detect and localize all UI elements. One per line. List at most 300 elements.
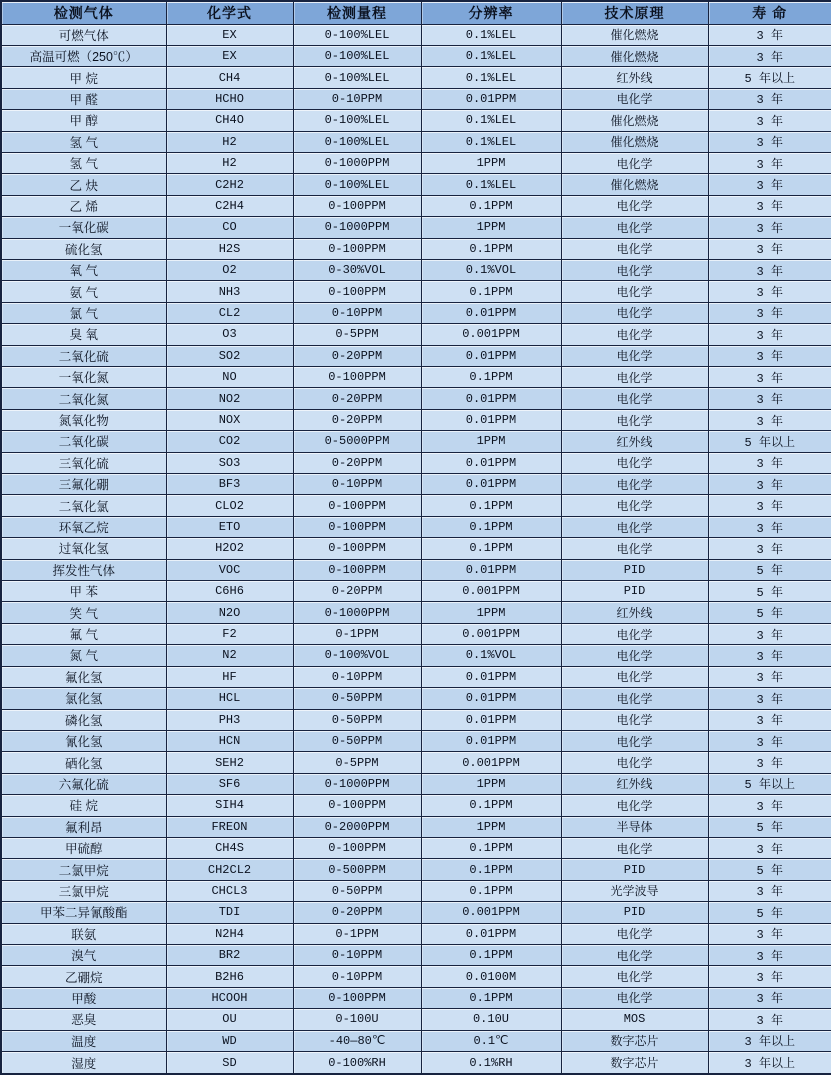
cell-resolution: 0.01PPM <box>421 474 561 495</box>
cell-gas-name: 二氧化碳 <box>1 431 166 452</box>
cell-gas-name: 乙 炔 <box>1 174 166 195</box>
cell-gas-name: 三氧化硫 <box>1 452 166 473</box>
cell-range: 0-10PPM <box>293 88 421 109</box>
cell-formula: CH4O <box>166 110 293 131</box>
cell-principle: 电化学 <box>561 645 708 666</box>
cell-resolution: 0.01PPM <box>421 302 561 323</box>
cell-principle: 电化学 <box>561 367 708 388</box>
cell-lifespan: 5 年 <box>708 816 831 837</box>
cell-range: 0-20PPM <box>293 345 421 366</box>
table-row <box>1 773 831 794</box>
table-row <box>1 88 831 109</box>
cell-range: 0-1000PPM <box>293 217 421 238</box>
cell-range: 0-20PPM <box>293 581 421 602</box>
cell-gas-name: 恶臭 <box>1 1009 166 1030</box>
cell-principle: 电化学 <box>561 88 708 109</box>
cell-gas-name: 臭 氧 <box>1 324 166 345</box>
cell-principle: 电化学 <box>561 966 708 987</box>
cell-resolution: 0.01PPM <box>421 923 561 944</box>
cell-range: 0-100%LEL <box>293 174 421 195</box>
cell-formula: EX <box>166 24 293 45</box>
cell-formula: SO2 <box>166 345 293 366</box>
column-header-lifespan: 寿 命 <box>708 1 831 24</box>
table-row <box>1 281 831 302</box>
cell-gas-name: 一氧化碳 <box>1 217 166 238</box>
cell-principle: 电化学 <box>561 388 708 409</box>
cell-formula: O3 <box>166 324 293 345</box>
cell-principle: 催化燃烧 <box>561 45 708 66</box>
cell-resolution: 0.1%VOL <box>421 259 561 280</box>
cell-gas-name: 氰化氢 <box>1 730 166 751</box>
cell-resolution: 0.1PPM <box>421 880 561 901</box>
cell-range: 0-5PPM <box>293 752 421 773</box>
cell-principle: 电化学 <box>561 623 708 644</box>
cell-lifespan: 5 年以上 <box>708 773 831 794</box>
cell-formula: CHCL3 <box>166 880 293 901</box>
cell-gas-name: 笑 气 <box>1 602 166 623</box>
cell-formula: B2H6 <box>166 966 293 987</box>
cell-lifespan: 3 年以上 <box>708 1030 831 1051</box>
cell-gas-name: 溴气 <box>1 944 166 965</box>
cell-principle: 电化学 <box>561 217 708 238</box>
cell-principle: 红外线 <box>561 602 708 623</box>
cell-gas-name: 过氧化氢 <box>1 538 166 559</box>
table-row <box>1 409 831 430</box>
column-header-principle: 技术原理 <box>561 1 708 24</box>
cell-resolution: 0.1%RH <box>421 1052 561 1075</box>
table-row <box>1 987 831 1008</box>
cell-lifespan: 3 年 <box>708 45 831 66</box>
cell-formula: CO <box>166 217 293 238</box>
cell-resolution: 0.1%LEL <box>421 174 561 195</box>
cell-principle: 红外线 <box>561 773 708 794</box>
cell-range: 0-5PPM <box>293 324 421 345</box>
cell-formula: HCHO <box>166 88 293 109</box>
cell-range: 0-10PPM <box>293 666 421 687</box>
cell-formula: OU <box>166 1009 293 1030</box>
cell-principle: 半导体 <box>561 816 708 837</box>
cell-principle: 电化学 <box>561 944 708 965</box>
cell-principle: 红外线 <box>561 67 708 88</box>
cell-gas-name: 甲 醛 <box>1 88 166 109</box>
cell-principle: PID <box>561 559 708 580</box>
table-row <box>1 259 831 280</box>
cell-range: 0-100PPM <box>293 837 421 858</box>
cell-lifespan: 3 年 <box>708 987 831 1008</box>
cell-principle: 电化学 <box>561 752 708 773</box>
cell-gas-name: 挥发性气体 <box>1 559 166 580</box>
cell-lifespan: 3 年 <box>708 1009 831 1030</box>
cell-principle: 催化燃烧 <box>561 24 708 45</box>
cell-principle: 电化学 <box>561 688 708 709</box>
cell-gas-name: 甲 醇 <box>1 110 166 131</box>
cell-principle: 电化学 <box>561 302 708 323</box>
cell-gas-name: 硫化氢 <box>1 238 166 259</box>
cell-resolution: 0.1PPM <box>421 238 561 259</box>
table-row <box>1 388 831 409</box>
table-row <box>1 602 831 623</box>
cell-resolution: 0.1PPM <box>421 538 561 559</box>
cell-principle: 电化学 <box>561 474 708 495</box>
table-row <box>1 666 831 687</box>
cell-formula: CLO2 <box>166 495 293 516</box>
cell-formula: CO2 <box>166 431 293 452</box>
cell-gas-name: 硒化氢 <box>1 752 166 773</box>
cell-principle: 催化燃烧 <box>561 131 708 152</box>
table-row <box>1 966 831 987</box>
cell-lifespan: 5 年 <box>708 559 831 580</box>
cell-gas-name: 氨 气 <box>1 281 166 302</box>
table-row <box>1 302 831 323</box>
table-row <box>1 324 831 345</box>
cell-principle: PID <box>561 859 708 880</box>
cell-lifespan: 3 年 <box>708 345 831 366</box>
cell-lifespan: 3 年 <box>708 538 831 559</box>
cell-lifespan: 3 年 <box>708 174 831 195</box>
cell-lifespan: 3 年 <box>708 324 831 345</box>
cell-formula: N2O <box>166 602 293 623</box>
cell-resolution: 1PPM <box>421 431 561 452</box>
cell-range: 0-50PPM <box>293 709 421 730</box>
cell-gas-name: 联氨 <box>1 923 166 944</box>
cell-formula: TDI <box>166 902 293 923</box>
cell-formula: C2H4 <box>166 195 293 216</box>
table-row <box>1 859 831 880</box>
cell-principle: 数字芯片 <box>561 1030 708 1051</box>
cell-lifespan: 3 年 <box>708 110 831 131</box>
cell-resolution: 0.1PPM <box>421 367 561 388</box>
table-row <box>1 752 831 773</box>
cell-resolution: 0.1%LEL <box>421 131 561 152</box>
cell-resolution: 1PPM <box>421 773 561 794</box>
cell-gas-name: 乙 烯 <box>1 195 166 216</box>
cell-principle: 催化燃烧 <box>561 110 708 131</box>
cell-resolution: 0.001PPM <box>421 581 561 602</box>
cell-resolution: 0.01PPM <box>421 666 561 687</box>
cell-lifespan: 3 年 <box>708 666 831 687</box>
table-row <box>1 1052 831 1075</box>
cell-gas-name: 三氯甲烷 <box>1 880 166 901</box>
cell-range: 0-100%LEL <box>293 45 421 66</box>
table-row <box>1 45 831 66</box>
cell-formula: SO3 <box>166 452 293 473</box>
cell-principle: 电化学 <box>561 409 708 430</box>
cell-lifespan: 5 年 <box>708 902 831 923</box>
cell-resolution: 0.1PPM <box>421 944 561 965</box>
cell-range: 0-100PPM <box>293 987 421 1008</box>
cell-resolution: 0.001PPM <box>421 324 561 345</box>
cell-resolution: 0.1PPM <box>421 987 561 1008</box>
cell-gas-name: 温度 <box>1 1030 166 1051</box>
cell-range: 0-100PPM <box>293 238 421 259</box>
cell-gas-name: 二氧化氮 <box>1 388 166 409</box>
cell-gas-name: 氟 气 <box>1 623 166 644</box>
table-row <box>1 238 831 259</box>
cell-range: 0-1000PPM <box>293 773 421 794</box>
table-row <box>1 452 831 473</box>
table-row <box>1 880 831 901</box>
cell-principle: 电化学 <box>561 259 708 280</box>
cell-gas-name: 氟利昂 <box>1 816 166 837</box>
cell-principle: MOS <box>561 1009 708 1030</box>
cell-formula: CH4 <box>166 67 293 88</box>
cell-formula: SD <box>166 1052 293 1075</box>
cell-gas-name: 甲酸 <box>1 987 166 1008</box>
cell-range: 0-20PPM <box>293 452 421 473</box>
table-row <box>1 217 831 238</box>
table-row <box>1 688 831 709</box>
cell-range: 0-30%VOL <box>293 259 421 280</box>
cell-principle: 红外线 <box>561 431 708 452</box>
cell-range: 0-100PPM <box>293 281 421 302</box>
cell-resolution: 1PPM <box>421 816 561 837</box>
cell-principle: 电化学 <box>561 495 708 516</box>
table-header <box>1 1 831 24</box>
cell-resolution: 0.01PPM <box>421 559 561 580</box>
cell-lifespan: 3 年 <box>708 966 831 987</box>
cell-range: 0-100%VOL <box>293 645 421 666</box>
cell-lifespan: 5 年以上 <box>708 431 831 452</box>
cell-resolution: 1PPM <box>421 152 561 173</box>
cell-lifespan: 3 年 <box>708 837 831 858</box>
table-row <box>1 623 831 644</box>
cell-gas-name: 二氧化硫 <box>1 345 166 366</box>
cell-range: -40—80℃ <box>293 1030 421 1051</box>
cell-formula: BR2 <box>166 944 293 965</box>
column-header-formula: 化学式 <box>166 1 293 24</box>
cell-formula: NOX <box>166 409 293 430</box>
header-row <box>1 1 831 24</box>
cell-range: 0-50PPM <box>293 880 421 901</box>
cell-principle: 电化学 <box>561 324 708 345</box>
cell-range: 0-10PPM <box>293 302 421 323</box>
cell-resolution: 0.01PPM <box>421 345 561 366</box>
cell-range: 0-10PPM <box>293 966 421 987</box>
cell-principle: 电化学 <box>561 795 708 816</box>
cell-gas-name: 甲 苯 <box>1 581 166 602</box>
cell-formula: ETO <box>166 516 293 537</box>
cell-range: 0-10PPM <box>293 474 421 495</box>
table-row <box>1 581 831 602</box>
cell-range: 0-100U <box>293 1009 421 1030</box>
cell-formula: HCOOH <box>166 987 293 1008</box>
table-row <box>1 516 831 537</box>
cell-range: 0-2000PPM <box>293 816 421 837</box>
cell-formula: H2 <box>166 152 293 173</box>
table-row <box>1 559 831 580</box>
table-row <box>1 131 831 152</box>
cell-range: 0-1000PPM <box>293 152 421 173</box>
cell-formula: H2S <box>166 238 293 259</box>
cell-principle: 电化学 <box>561 987 708 1008</box>
cell-formula: HCL <box>166 688 293 709</box>
cell-formula: SEH2 <box>166 752 293 773</box>
cell-range: 0-5000PPM <box>293 431 421 452</box>
cell-resolution: 0.1PPM <box>421 837 561 858</box>
cell-lifespan: 3 年 <box>708 131 831 152</box>
cell-principle: 催化燃烧 <box>561 174 708 195</box>
cell-gas-name: 氟化氢 <box>1 666 166 687</box>
cell-formula: PH3 <box>166 709 293 730</box>
cell-resolution: 1PPM <box>421 602 561 623</box>
cell-range: 0-1000PPM <box>293 602 421 623</box>
column-header-gas: 检测气体 <box>1 1 166 24</box>
cell-lifespan: 3 年 <box>708 388 831 409</box>
cell-lifespan: 3 年 <box>708 944 831 965</box>
table-row <box>1 431 831 452</box>
cell-resolution: 0.01PPM <box>421 388 561 409</box>
cell-resolution: 0.1%LEL <box>421 67 561 88</box>
table-row <box>1 1030 831 1051</box>
cell-principle: 电化学 <box>561 730 708 751</box>
cell-formula: SIH4 <box>166 795 293 816</box>
cell-gas-name: 六氟化硫 <box>1 773 166 794</box>
cell-lifespan: 3 年 <box>708 709 831 730</box>
cell-lifespan: 3 年 <box>708 238 831 259</box>
cell-formula: NO2 <box>166 388 293 409</box>
table-row <box>1 67 831 88</box>
table-row <box>1 24 831 45</box>
cell-formula: N2H4 <box>166 923 293 944</box>
cell-formula: HF <box>166 666 293 687</box>
cell-formula: H2O2 <box>166 538 293 559</box>
cell-range: 0-100PPM <box>293 795 421 816</box>
cell-range: 0-100%LEL <box>293 67 421 88</box>
cell-gas-name: 氧 气 <box>1 259 166 280</box>
cell-lifespan: 3 年 <box>708 495 831 516</box>
cell-lifespan: 3 年 <box>708 688 831 709</box>
cell-resolution: 0.1PPM <box>421 281 561 302</box>
cell-resolution: 0.1%LEL <box>421 110 561 131</box>
cell-lifespan: 3 年 <box>708 645 831 666</box>
cell-lifespan: 3 年 <box>708 24 831 45</box>
cell-range: 0-100PPM <box>293 495 421 516</box>
cell-gas-name: 氯化氢 <box>1 688 166 709</box>
table-row <box>1 837 831 858</box>
cell-resolution: 0.1%LEL <box>421 45 561 66</box>
cell-lifespan: 5 年 <box>708 602 831 623</box>
cell-range: 0-100PPM <box>293 538 421 559</box>
cell-gas-name: 甲 烷 <box>1 67 166 88</box>
cell-range: 0-100PPM <box>293 195 421 216</box>
cell-resolution: 0.001PPM <box>421 752 561 773</box>
cell-formula: C2H2 <box>166 174 293 195</box>
cell-resolution: 0.1PPM <box>421 195 561 216</box>
cell-resolution: 0.1℃ <box>421 1030 561 1051</box>
cell-range: 0-20PPM <box>293 388 421 409</box>
cell-formula: CH2CL2 <box>166 859 293 880</box>
cell-lifespan: 3 年 <box>708 281 831 302</box>
cell-principle: 电化学 <box>561 195 708 216</box>
cell-principle: 电化学 <box>561 152 708 173</box>
cell-formula: VOC <box>166 559 293 580</box>
column-header-range: 检测量程 <box>293 1 421 24</box>
table-row <box>1 538 831 559</box>
cell-resolution: 0.01PPM <box>421 688 561 709</box>
cell-gas-name: 氮 气 <box>1 645 166 666</box>
cell-lifespan: 3 年 <box>708 452 831 473</box>
cell-formula: SF6 <box>166 773 293 794</box>
table-row <box>1 645 831 666</box>
cell-gas-name: 湿度 <box>1 1052 166 1075</box>
cell-gas-name: 三氟化硼 <box>1 474 166 495</box>
cell-formula: BF3 <box>166 474 293 495</box>
cell-range: 0-500PPM <box>293 859 421 880</box>
cell-gas-name: 甲苯二异氰酸酯 <box>1 902 166 923</box>
cell-lifespan: 5 年 <box>708 859 831 880</box>
table-row <box>1 474 831 495</box>
table-row <box>1 1009 831 1030</box>
cell-formula: EX <box>166 45 293 66</box>
cell-lifespan: 3 年 <box>708 623 831 644</box>
cell-resolution: 0.1PPM <box>421 495 561 516</box>
cell-principle: PID <box>561 581 708 602</box>
cell-lifespan: 3 年 <box>708 752 831 773</box>
cell-range: 0-50PPM <box>293 688 421 709</box>
cell-principle: 电化学 <box>561 281 708 302</box>
cell-gas-name: 环氧乙烷 <box>1 516 166 537</box>
cell-gas-name: 磷化氢 <box>1 709 166 730</box>
cell-principle: 电化学 <box>561 345 708 366</box>
cell-principle: 电化学 <box>561 538 708 559</box>
cell-lifespan: 3 年 <box>708 217 831 238</box>
cell-lifespan: 3 年 <box>708 88 831 109</box>
table-row <box>1 174 831 195</box>
cell-gas-name: 氮氧化物 <box>1 409 166 430</box>
cell-principle: 电化学 <box>561 923 708 944</box>
cell-formula: CL2 <box>166 302 293 323</box>
cell-lifespan: 3 年 <box>708 152 831 173</box>
table-row <box>1 110 831 131</box>
cell-resolution: 0.01PPM <box>421 409 561 430</box>
cell-lifespan: 3 年 <box>708 795 831 816</box>
cell-range: 0-1PPM <box>293 623 421 644</box>
cell-lifespan: 3 年 <box>708 880 831 901</box>
cell-gas-name: 二氯甲烷 <box>1 859 166 880</box>
table-body <box>1 24 831 1074</box>
cell-gas-name: 一氧化氮 <box>1 367 166 388</box>
cell-resolution: 0.1PPM <box>421 795 561 816</box>
table-row <box>1 816 831 837</box>
cell-range: 0-1PPM <box>293 923 421 944</box>
cell-range: 0-10PPM <box>293 944 421 965</box>
cell-gas-name: 高温可燃（250℃） <box>1 45 166 66</box>
cell-formula: O2 <box>166 259 293 280</box>
cell-range: 0-100%RH <box>293 1052 421 1075</box>
cell-lifespan: 3 年 <box>708 923 831 944</box>
cell-formula: NH3 <box>166 281 293 302</box>
table-row <box>1 795 831 816</box>
cell-resolution: 0.01PPM <box>421 88 561 109</box>
cell-range: 0-20PPM <box>293 409 421 430</box>
cell-gas-name: 氯 气 <box>1 302 166 323</box>
cell-formula: NO <box>166 367 293 388</box>
cell-resolution: 0.1%LEL <box>421 24 561 45</box>
cell-gas-name: 二氧化氯 <box>1 495 166 516</box>
cell-formula: H2 <box>166 131 293 152</box>
cell-range: 0-100%LEL <box>293 131 421 152</box>
cell-principle: 光学波导 <box>561 880 708 901</box>
cell-lifespan: 3 年 <box>708 409 831 430</box>
cell-range: 0-100PPM <box>293 516 421 537</box>
table-row <box>1 902 831 923</box>
cell-principle: 电化学 <box>561 452 708 473</box>
cell-resolution: 0.01PPM <box>421 730 561 751</box>
cell-range: 0-50PPM <box>293 730 421 751</box>
cell-lifespan: 3 年 <box>708 302 831 323</box>
cell-lifespan: 3 年以上 <box>708 1052 831 1075</box>
cell-lifespan: 3 年 <box>708 516 831 537</box>
